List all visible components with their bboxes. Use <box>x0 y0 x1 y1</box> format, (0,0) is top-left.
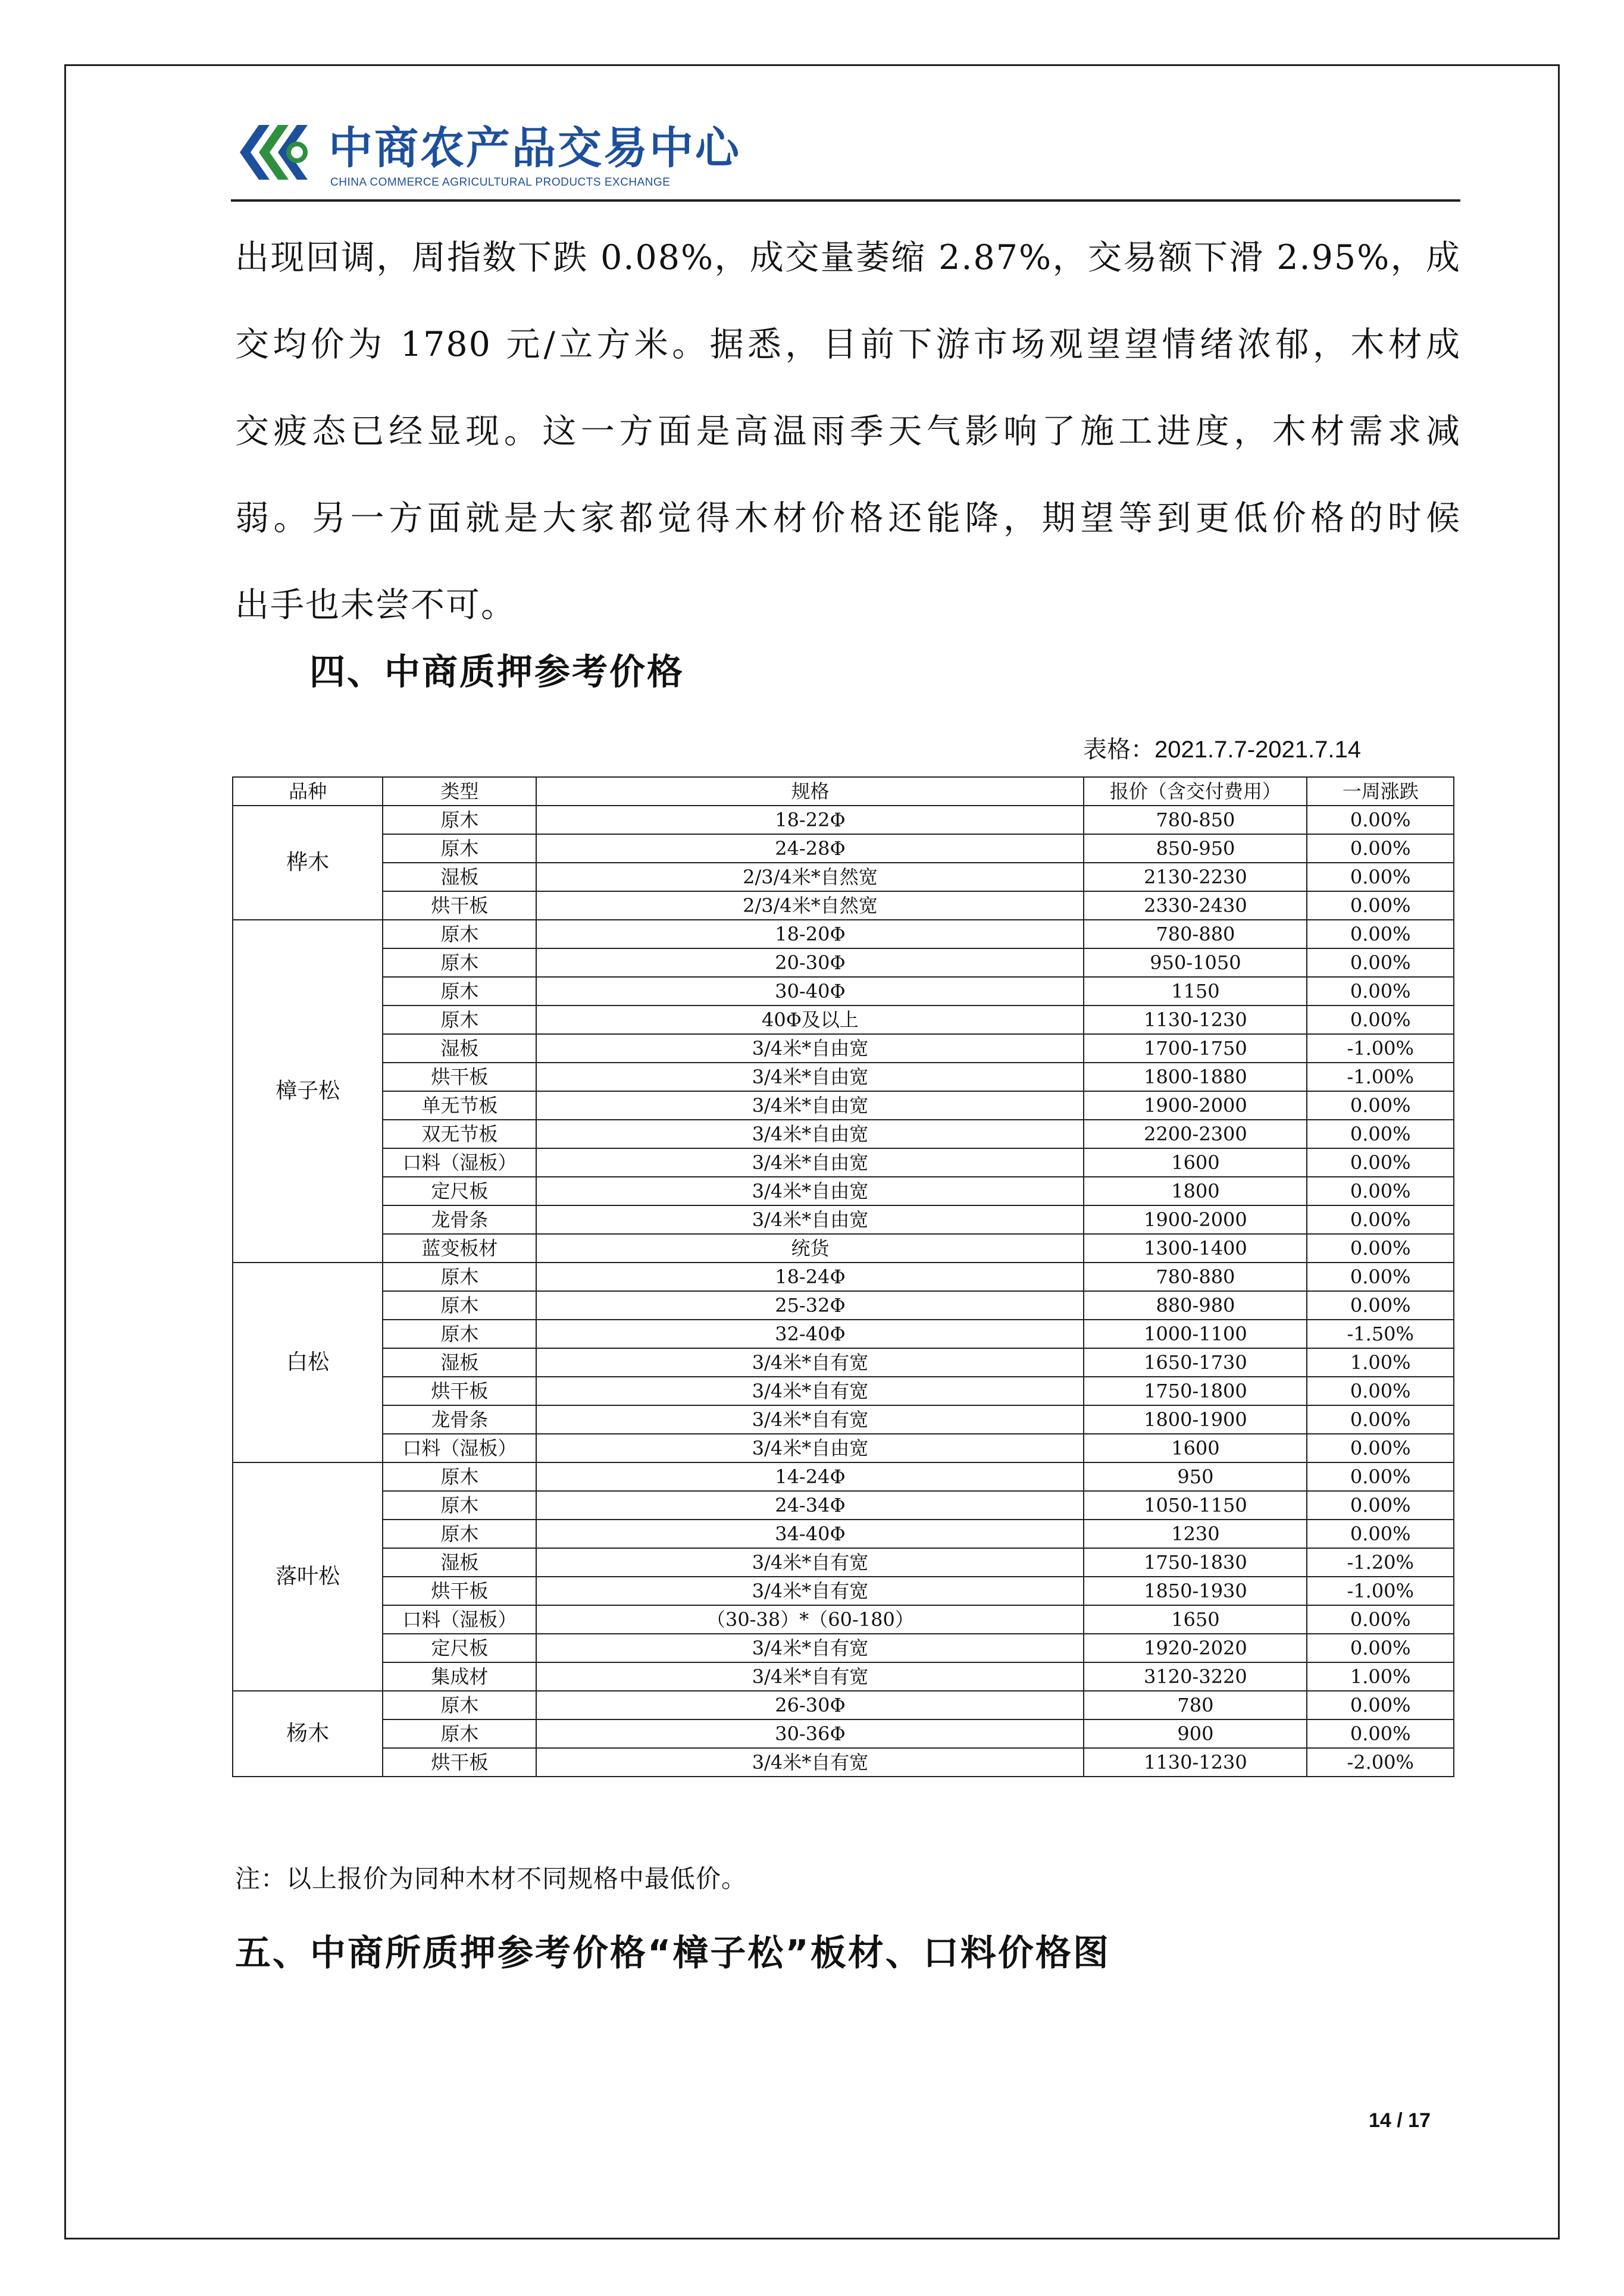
table-row <box>233 977 1454 1006</box>
type-cell: 原木 <box>383 1291 536 1320</box>
spec-cell: 34-40Φ <box>536 1520 1084 1548</box>
type-cell: 原木 <box>383 1320 536 1348</box>
type-cell: 烘干板 <box>383 1377 536 1405</box>
column-header-spec: 规格 <box>536 777 1084 806</box>
type-cell: 原木 <box>383 920 536 948</box>
price-cell: 1900-2000 <box>1084 1091 1307 1120</box>
price-cell: 1000-1100 <box>1084 1320 1307 1348</box>
type-cell: 湿板 <box>383 863 536 891</box>
table-row <box>233 948 1454 977</box>
spec-cell: 3/4米*自由宽 <box>536 1091 1084 1120</box>
type-cell: 原木 <box>383 948 536 977</box>
table-row <box>233 1006 1454 1034</box>
type-cell: 集成材 <box>383 1662 536 1691</box>
table-row <box>233 1120 1454 1148</box>
change-cell: 0.00% <box>1307 1120 1454 1148</box>
table-row <box>233 1434 1454 1462</box>
column-header-type: 类型 <box>383 777 536 806</box>
change-cell: -1.50% <box>1307 1320 1454 1348</box>
price-cell: 1800-1880 <box>1084 1063 1307 1091</box>
type-cell: 原木 <box>383 1691 536 1719</box>
table-row <box>233 1405 1454 1434</box>
table-row <box>233 1148 1454 1177</box>
table-row <box>233 1291 1454 1320</box>
section-5-heading: 五、中商所质押参考价格“樟子松”板材、口料价格图 <box>235 1932 1110 1974</box>
change-cell: 0.00% <box>1307 1291 1454 1320</box>
paragraph-line: 出现回调，周指数下跌 0.08%，成交量萎缩 2.87%，交易额下滑 2.95%，成 <box>235 238 1461 277</box>
type-cell: 原木 <box>383 977 536 1006</box>
table-footnote: 注：以上报价为同种木材不同规格中最低价。 <box>235 1864 747 1893</box>
spec-cell: 3/4米*自有宽 <box>536 1748 1084 1777</box>
price-cell: 1800 <box>1084 1177 1307 1205</box>
change-cell: 0.00% <box>1307 1148 1454 1177</box>
logo-english-name: CHINA COMMERCE AGRICULTURAL PRODUCTS EXCHANGE <box>330 176 671 189</box>
table-row <box>233 1462 1454 1491</box>
price-cell: 1900-2000 <box>1084 1205 1307 1234</box>
spec-cell: 3/4米*自有宽 <box>536 1577 1084 1605</box>
spec-cell: 14-24Φ <box>536 1462 1084 1491</box>
species-cell: 樟子松 <box>233 920 383 1263</box>
spec-cell: 3/4米*自由宽 <box>536 1434 1084 1462</box>
price-cell: 1230 <box>1084 1520 1307 1548</box>
spec-cell: 3/4米*自有宽 <box>536 1634 1084 1662</box>
type-cell: 龙骨条 <box>383 1205 536 1234</box>
spec-cell: 40Φ及以上 <box>536 1006 1084 1034</box>
table-row <box>233 1691 1454 1719</box>
change-cell: 0.00% <box>1307 863 1454 891</box>
change-cell: 0.00% <box>1307 1234 1454 1263</box>
spec-cell: 2/3/4米*自然宽 <box>536 863 1084 891</box>
change-cell: -1.00% <box>1307 1577 1454 1605</box>
spec-cell: 2/3/4米*自然宽 <box>536 891 1084 920</box>
type-cell: 原木 <box>383 1491 536 1520</box>
price-cell: 1750-1830 <box>1084 1548 1307 1577</box>
change-cell: -1.20% <box>1307 1548 1454 1577</box>
spec-cell: 3/4米*自由宽 <box>536 1148 1084 1177</box>
spec-cell: 3/4米*自有宽 <box>536 1548 1084 1577</box>
price-cell: 950 <box>1084 1462 1307 1491</box>
change-cell: -1.00% <box>1307 1034 1454 1063</box>
type-cell: 单无节板 <box>383 1091 536 1120</box>
paragraph-line: 交均价为 1780 元/立方米。据悉，目前下游市场观望望情绪浓郁，木材成 <box>235 325 1461 364</box>
species-cell: 桦木 <box>233 806 383 920</box>
type-cell: 湿板 <box>383 1548 536 1577</box>
price-cell: 1850-1930 <box>1084 1577 1307 1605</box>
section-4-heading: 四、中商质押参考价格 <box>309 651 684 693</box>
type-cell: 原木 <box>383 1520 536 1548</box>
price-cell: 780-880 <box>1084 920 1307 948</box>
change-cell: -2.00% <box>1307 1748 1454 1777</box>
type-cell: 湿板 <box>383 1348 536 1377</box>
spec-cell: 18-20Φ <box>536 920 1084 948</box>
column-header-price: 报价（含交付费用） <box>1084 777 1307 806</box>
spec-cell: 3/4米*自有宽 <box>536 1377 1084 1405</box>
table-row <box>233 1491 1454 1520</box>
price-cell: 950-1050 <box>1084 948 1307 977</box>
type-cell: 原木 <box>383 1462 536 1491</box>
table-row <box>233 1520 1454 1548</box>
spec-cell: 24-34Φ <box>536 1491 1084 1520</box>
spec-cell: 30-40Φ <box>536 977 1084 1006</box>
page-number: 14 / 17 <box>1369 2109 1431 2132</box>
column-header-weekly-change: 一周涨跌 <box>1307 777 1454 806</box>
table-row <box>233 1063 1454 1091</box>
type-cell: 烘干板 <box>383 1748 536 1777</box>
spec-cell: （30-38）*（60-180） <box>536 1605 1084 1634</box>
spec-cell: 3/4米*自由宽 <box>536 1034 1084 1063</box>
table-row <box>233 1548 1454 1577</box>
change-cell: 0.00% <box>1307 806 1454 834</box>
change-cell: 0.00% <box>1307 1177 1454 1205</box>
spec-cell: 3/4米*自有宽 <box>536 1662 1084 1691</box>
table-row <box>233 834 1454 863</box>
price-cell: 1700-1750 <box>1084 1034 1307 1063</box>
spec-cell: 24-28Φ <box>536 834 1084 863</box>
change-cell: 0.00% <box>1307 977 1454 1006</box>
spec-cell: 统货 <box>536 1234 1084 1263</box>
table-row <box>233 1377 1454 1405</box>
change-cell: 0.00% <box>1307 891 1454 920</box>
change-cell: 0.00% <box>1307 1091 1454 1120</box>
table-row <box>233 1234 1454 1263</box>
price-cell: 1300-1400 <box>1084 1234 1307 1263</box>
price-cell: 1650 <box>1084 1605 1307 1634</box>
change-cell: 1.00% <box>1307 1662 1454 1691</box>
price-cell: 900 <box>1084 1719 1307 1748</box>
type-cell: 烘干板 <box>383 891 536 920</box>
table-header-row <box>233 777 1454 806</box>
table-row <box>233 1719 1454 1748</box>
species-cell: 白松 <box>233 1263 383 1462</box>
table-row <box>233 1091 1454 1120</box>
table-row <box>233 863 1454 891</box>
price-cell: 780 <box>1084 1691 1307 1719</box>
price-cell: 2200-2300 <box>1084 1120 1307 1148</box>
paragraph-line: 交疲态已经显现。这一方面是高温雨季天气影响了施工进度，木材需求减 <box>235 412 1461 451</box>
change-cell: 0.00% <box>1307 1634 1454 1662</box>
spec-cell: 26-30Φ <box>536 1691 1084 1719</box>
type-cell: 定尺板 <box>383 1177 536 1205</box>
price-cell: 2330-2430 <box>1084 891 1307 920</box>
price-cell: 850-950 <box>1084 834 1307 863</box>
paragraph-line: 出手也未尝不可。 <box>235 585 516 625</box>
type-cell: 烘干板 <box>383 1577 536 1605</box>
price-cell: 2130-2230 <box>1084 863 1307 891</box>
table-row <box>233 1634 1454 1662</box>
type-cell: 定尺板 <box>383 1634 536 1662</box>
table-row <box>233 1348 1454 1377</box>
type-cell: 蓝变板材 <box>383 1234 536 1263</box>
pledge-price-table <box>232 776 1454 1777</box>
change-cell: 0.00% <box>1307 1520 1454 1548</box>
type-cell: 原木 <box>383 1006 536 1034</box>
change-cell: 0.00% <box>1307 1434 1454 1462</box>
table-row <box>233 1320 1454 1348</box>
change-cell: 0.00% <box>1307 1263 1454 1291</box>
table-row <box>233 806 1454 834</box>
change-cell: 0.00% <box>1307 1691 1454 1719</box>
price-cell: 780-850 <box>1084 806 1307 834</box>
change-cell: 0.00% <box>1307 1377 1454 1405</box>
table-row <box>233 1177 1454 1205</box>
column-header-species: 品种 <box>233 777 383 806</box>
table-body <box>233 806 1454 1777</box>
spec-cell: 3/4米*自由宽 <box>536 1063 1084 1091</box>
price-cell: 880-980 <box>1084 1291 1307 1320</box>
species-cell: 杨木 <box>233 1691 383 1777</box>
spec-cell: 32-40Φ <box>536 1320 1084 1348</box>
spec-cell: 30-36Φ <box>536 1719 1084 1748</box>
spec-cell: 3/4米*自有宽 <box>536 1348 1084 1377</box>
type-cell: 烘干板 <box>383 1063 536 1091</box>
price-cell: 1920-2020 <box>1084 1634 1307 1662</box>
price-cell: 1130-1230 <box>1084 1748 1307 1777</box>
paragraph-line: 弱。另一方面就是大家都觉得木材价格还能降，期望等到更低价格的时候 <box>235 499 1461 538</box>
price-cell: 1150 <box>1084 977 1307 1006</box>
company-logo-icon <box>235 120 315 184</box>
table-row <box>233 920 1454 948</box>
price-cell: 1600 <box>1084 1434 1307 1462</box>
spec-cell: 3/4米*自由宽 <box>536 1120 1084 1148</box>
spec-cell: 3/4米*自由宽 <box>536 1205 1084 1234</box>
table-row <box>233 1662 1454 1691</box>
type-cell: 原木 <box>383 834 536 863</box>
price-cell: 1800-1900 <box>1084 1405 1307 1434</box>
table-row <box>233 891 1454 920</box>
table-row <box>233 1748 1454 1777</box>
price-cell: 3120-3220 <box>1084 1662 1307 1691</box>
price-cell: 780-880 <box>1084 1263 1307 1291</box>
price-cell: 1600 <box>1084 1148 1307 1177</box>
logo-chinese-name: 中商农产品交易中心 <box>328 123 741 174</box>
spec-cell: 3/4米*自由宽 <box>536 1177 1084 1205</box>
change-cell: 0.00% <box>1307 1605 1454 1634</box>
table-row <box>233 1034 1454 1063</box>
change-cell: 0.00% <box>1307 1491 1454 1520</box>
spec-cell: 20-30Φ <box>536 948 1084 977</box>
change-cell: 0.00% <box>1307 834 1454 863</box>
type-cell: 原木 <box>383 1719 536 1748</box>
type-cell: 双无节板 <box>383 1120 536 1148</box>
change-cell: 0.00% <box>1307 948 1454 977</box>
change-cell: 0.00% <box>1307 1405 1454 1434</box>
change-cell: 0.00% <box>1307 1719 1454 1748</box>
price-cell: 1750-1800 <box>1084 1377 1307 1405</box>
change-cell: -1.00% <box>1307 1063 1454 1091</box>
spec-cell: 18-24Φ <box>536 1263 1084 1291</box>
spec-cell: 25-32Φ <box>536 1291 1084 1320</box>
change-cell: 0.00% <box>1307 1006 1454 1034</box>
spec-cell: 18-22Φ <box>536 806 1084 834</box>
table-row <box>233 1605 1454 1634</box>
document-header <box>235 113 1461 202</box>
table-row <box>233 1263 1454 1291</box>
spec-cell: 3/4米*自有宽 <box>536 1405 1084 1434</box>
type-cell: 湿板 <box>383 1034 536 1063</box>
table-row <box>233 1205 1454 1234</box>
price-cell: 1650-1730 <box>1084 1348 1307 1377</box>
change-cell: 1.00% <box>1307 1348 1454 1377</box>
price-cell: 1130-1230 <box>1084 1006 1307 1034</box>
change-cell: 0.00% <box>1307 1205 1454 1234</box>
header-divider <box>231 199 1460 202</box>
type-cell: 原木 <box>383 806 536 834</box>
type-cell: 龙骨条 <box>383 1405 536 1434</box>
change-cell: 0.00% <box>1307 920 1454 948</box>
table-date-caption: 表格：2021.7.7-2021.7.14 <box>1083 737 1361 763</box>
type-cell: 口料（湿板） <box>383 1434 536 1462</box>
type-cell: 口料（湿板） <box>383 1148 536 1177</box>
table-row <box>233 1577 1454 1605</box>
market-commentary-paragraph <box>235 214 1461 649</box>
type-cell: 原木 <box>383 1263 536 1291</box>
species-cell: 落叶松 <box>233 1462 383 1691</box>
price-cell: 1050-1150 <box>1084 1491 1307 1520</box>
type-cell: 口料（湿板） <box>383 1605 536 1634</box>
change-cell: 0.00% <box>1307 1462 1454 1491</box>
